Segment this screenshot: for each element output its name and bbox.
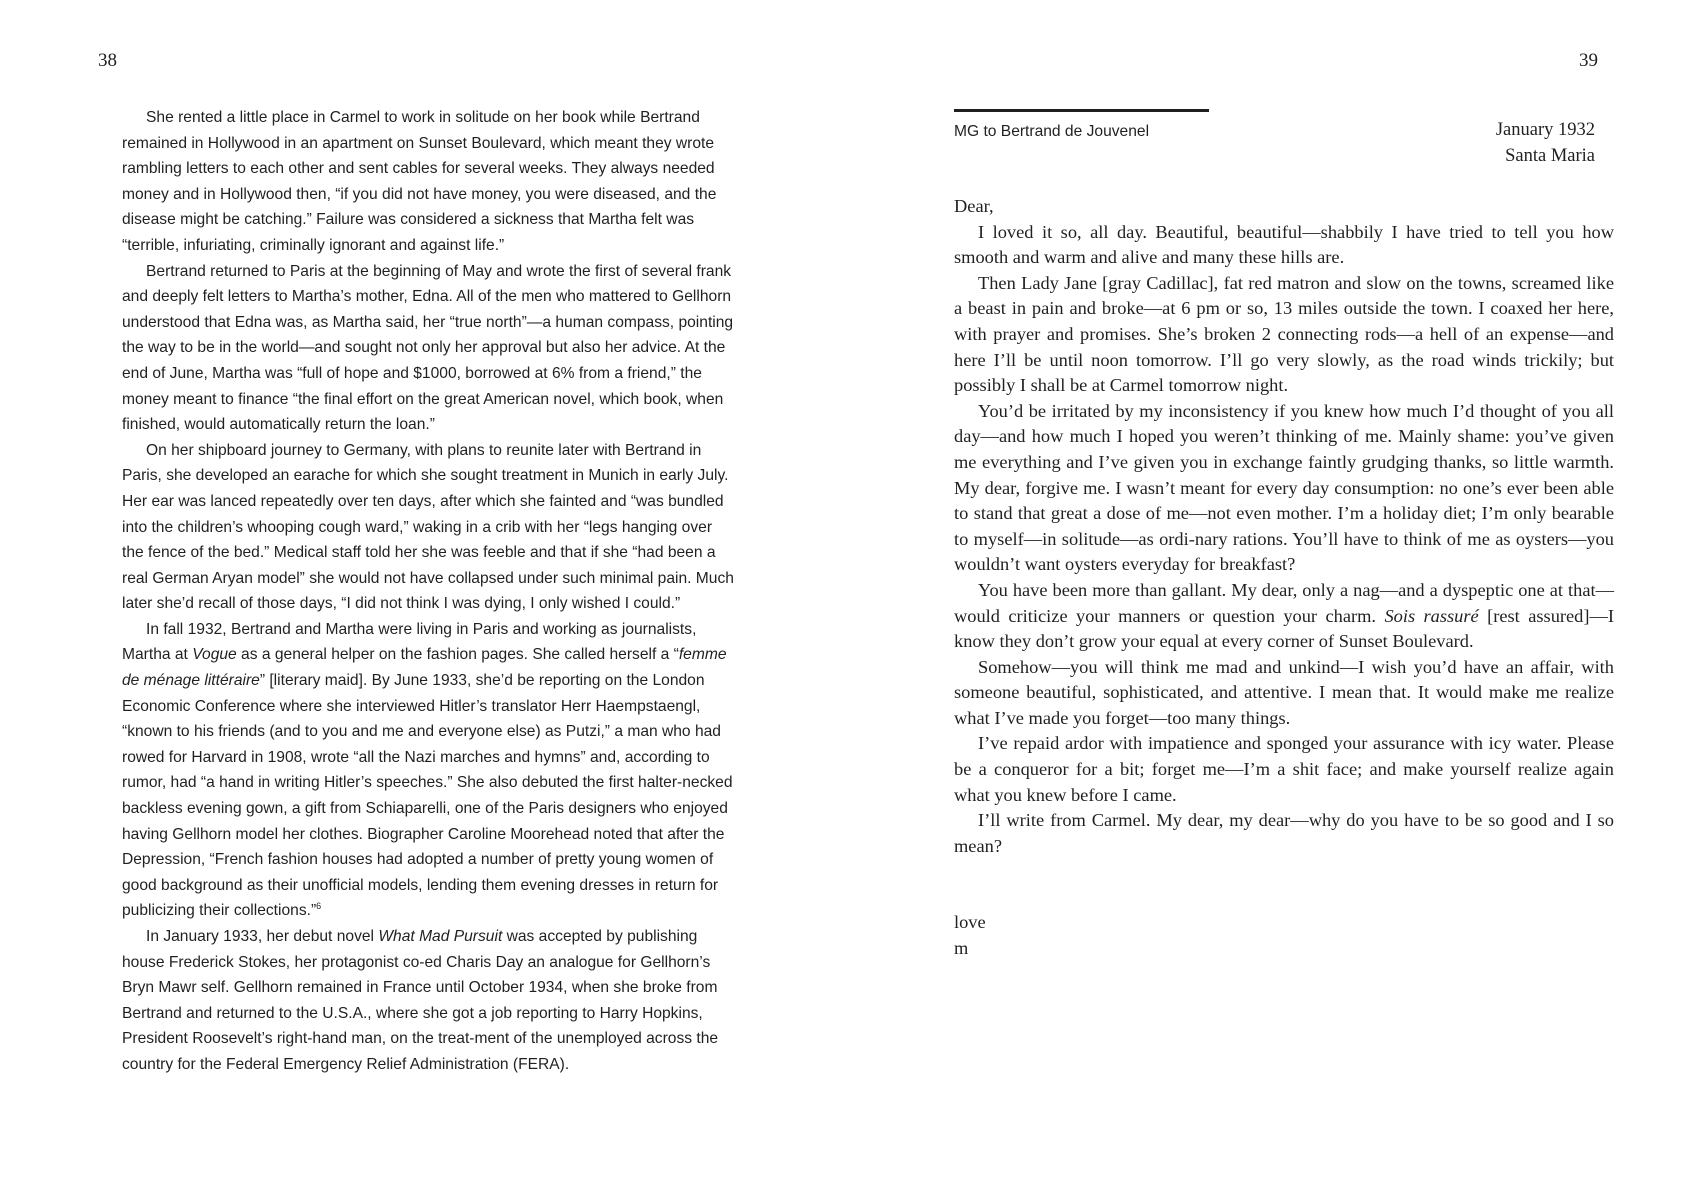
letter-body — [954, 194, 1614, 859]
letter-paragraph: I’ll write from Carmel. My dear, my dear—why do you have to be so good and I so mean? — [954, 810, 1614, 856]
italic-text: Vogue — [192, 646, 237, 664]
letter-signature: m — [954, 937, 969, 958]
letter-paragraph: You have been more than gallant. My dear, only a nag—and a dyspeptic one at that—would criticize your manners or question your charm. Sois rassuré [rest assured]—I know they don’t grow your equal at every corner of Sunset Boulevard. — [954, 579, 1615, 652]
letter-place: Santa Maria — [1505, 145, 1595, 166]
letter-paragraph: Somehow—you will think me mad and unkind—I wish you’d have an affair, with someone beautiful, sophisticated, and attentive. I mean that. It would make me realize what I’ve made you forget—too many things. — [954, 656, 1614, 728]
letter-header: MG to Bertrand de Jouvenel — [954, 123, 1150, 140]
paragraph: On her shipboard journey to Germany, with plans to reunite later with Bertrand in Paris, she developed an earache for which she sought treatment in Munich in early July. Her ear was lanced repeatedly over ten days, after which she fainted and “was bundled into the children’s whooping cough ward,” waking in a crib with her “legs hanging over the fence of the bed.” Medical staff told her she was feeble and that if she “had been a real German Aryan model” she would not have collapsed under such minimal pain. Much later she’d recall of those days, “I did not think I was dying, I only wished I could.” — [122, 441, 734, 613]
letter-paragraph: You’d be irritated by my inconsistency if you knew how much I’d thought of you all day—and how much I hoped you weren’t thinking of me. Mainly shame: you’ve given me everything and I’ve given you in exchange faintly grudging thanks, so little warmth. My dear, forgive me. I wasn’t meant for every day consumption: no one’s ever been able to stand that great a dose of me—not even mother. I’m a holiday diet; I’m only bearable to myself—in solitude—as ordi-nary rations. You’ll have to think of me as oysters—you wouldn’t want oysters everyday for breakfast? — [954, 400, 1614, 575]
right-page — [843, 0, 1686, 1200]
letter-signoff — [954, 910, 986, 961]
paragraph: In fall 1932, Bertrand and Martha were living in Paris and working as journalists, Martha at Vogue as a general helper on the fashion pages. She called herself a “femme de ménage littéraire” [literary maid]. By June 1933, she’d be reporting on the London Economic Conference where she interviewed Hitler’s translator Herr Haempstaengl, “known to his friends (and to you and me and everyone else) as Putzi,” a man who had rowed for Harvard in 1908, wrote “all the Nazi marches and hymns” and, according to rumor, had “a hand in writing Hitler’s speeches.” She also debuted the first halter-necked backless evening gown, a gift from Schiaparelli, one of the Paris designers who enjoyed having Gellhorn model her clothes. Biographer Caroline Moorehead noted that after the Depression, “French fashion houses had adopted a number of pretty young women of good background as their unofficial models, lending them evening dresses in return for publicizing their collections.”$^6$ — [122, 620, 733, 920]
paragraph: Bertrand returned to Paris at the beginning of May and wrote the first of several frank and deeply felt letters to Martha’s mother, Edna. All of the men who mattered to Gellhorn understood that Edna was, as Martha said, her “true north”—a human compass, pointing the way to be in the world—and sought not only her approval but also her advice. At the end of June, Martha was “full of hope and $1000, borrowed at 6% from a friend,” the money meant to finance “the final effort on the great American novel, which book, when finished, would automatically return the loan.” — [122, 262, 734, 434]
italic-text: Sois rassuré — [1384, 605, 1479, 626]
letter-date: January 1932 — [1495, 120, 1595, 140]
letter-salutation: Dear, — [954, 196, 994, 216]
footnote-marker: 6 — [316, 901, 322, 912]
page-number-right: 39 — [1579, 50, 1598, 71]
header-rule — [954, 109, 1209, 112]
letter-paragraph: Then Lady Jane [gray Cadillac], fat red matron and slow on the towns, screamed like a beast in pain and broke—at 6 pm or so, 13 miles outside the town. I coaxed her here, with prayer and promises. She’s broken 2 connecting rods—a hell of an expense—and here I’ll be until noon tomorrow. I’ll go very slowly, as the road winds trickily; but possibly I shall be at Carmel tomorrow night. — [954, 272, 1614, 396]
page-number-left: 38 — [98, 50, 117, 71]
paragraph: She rented a little place in Carmel to work in solitude on her book while Bertrand remained in Hollywood in an apartment on Sunset Boulevard, which meant they wrote rambling letters to each other and sent cables for several weeks. They always needed money and in Hollywood then, “if you did not have money, you were diseased, and the disease might be catching.” Failure was considered a sickness that Martha felt was “terrible, infuriating, criminally ignorant and against life.” — [122, 109, 717, 254]
paragraph: In January 1933, her debut novel What Mad Pursuit was accepted by publishing house Frederick Stokes, her protagonist co-ed Charis Day an analogue for Gellhorn’s Bryn Mawr self. Gellhorn remained in France until October 1934, when she broke from Bertrand and returned to the U.S.A., where she got a job reporting to Harry Hopkins, President Roosevelt’s right-hand man, on the treat-ment of the unemployed across the country for the Federal Emergency Relief Administration (FERA). — [122, 928, 719, 1073]
italic-text: What Mad Pursuit — [378, 928, 503, 945]
italic-text: femme de ménage littéraire — [122, 646, 727, 690]
letter-dateline — [1496, 118, 1595, 169]
left-page-body — [122, 105, 734, 1078]
letter-paragraph: I loved it so, all day. Beautiful, beautiful—shabbily I have tried to tell you how smooth and warm and alive and many these hills are. — [954, 221, 1614, 268]
letter-paragraph: I’ve repaid ardor with impatience and sponged your assurance with icy water. Please be a conqueror for a bit; forget me—I’m a shit face; and make yourself realize again what you knew before I came. — [954, 733, 1614, 805]
letter-closing: love — [954, 912, 986, 932]
